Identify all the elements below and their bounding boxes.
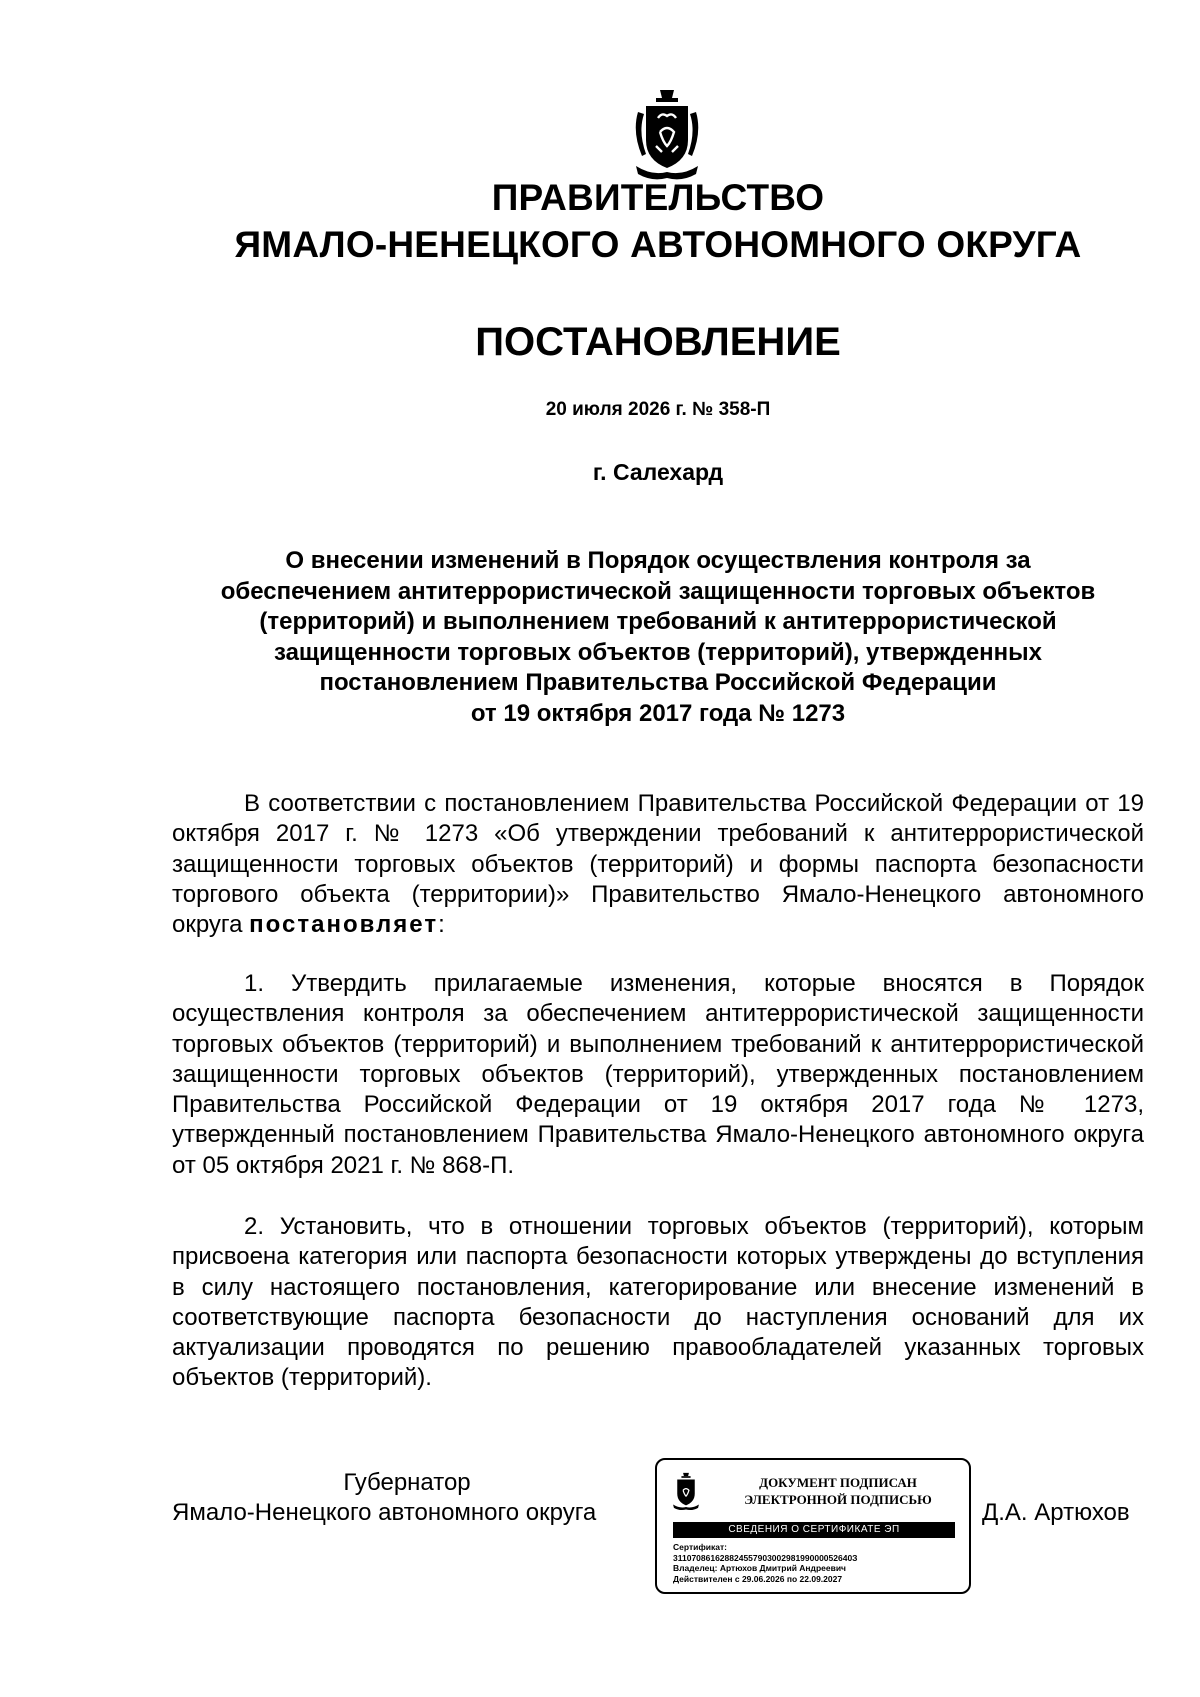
clause-2 (172, 1212, 1144, 1394)
signatory-position (172, 1468, 642, 1528)
stamp-cert-bar: СВЕДЕНИЯ О СЕРТИФИКАТЕ ЭП (673, 1522, 955, 1538)
title-line: защищенности торговых объектов (территорий), утвержденных (273, 638, 1043, 666)
document-type: ПОСТАНОВЛЕНИЕ (475, 320, 841, 364)
stamp-heading (713, 1474, 963, 1508)
title-line: О внесении изменений в Порядок осуществления контроля за (285, 547, 1031, 574)
position-line2: Ямало-Ненецкого автономного округа (172, 1499, 597, 1526)
resolves-word: постановляет (249, 911, 439, 939)
preamble-text: В соответствии с постановлением Правительства Российской Федерации от 19 октября 2017 г. № 1273 «Об утверждении требований к антитеррористической защищенности торговых объектов (территорий) и формы паспорта безопасности торгового объекта (территории)» Правительство Ямало-Ненецкого автономного округа (172, 790, 1144, 939)
city: г. Салехард (592, 459, 724, 485)
cert-owner: Владелец: Артюхов Дмитрий Андреевич (673, 1563, 846, 1573)
stamp-coat-of-arms-icon (671, 1472, 701, 1512)
title-line: (территорий) и выполнением требований к антитеррористической (259, 608, 1057, 635)
preamble-paragraph (172, 789, 1144, 940)
government-name-line1: ПРАВИТЕЛЬСТВО (491, 177, 825, 218)
clause-2-text: 2. Установить, что в отношении торговых объектов (территорий), которым присвоена категория или паспорта безопасности которых утверждены до вступления в силу настоящего постановления, категорирование или внесение изменений в соответствующие паспорта безопасности до наступления оснований для их актуализации проводятся по решению правообладателей указанных торговых объектов (территорий). (172, 1213, 1144, 1392)
preamble-end: : (438, 911, 445, 939)
title-line: от 19 октября 2017 года № 1273 (470, 699, 846, 727)
date-and-number: 20 июля 2026 г. № 358-П (545, 399, 771, 420)
clause-1 (172, 969, 1144, 1181)
position-line1: Губернатор (343, 1469, 471, 1496)
cert-validity: Действителен с 29.06.2026 по 22.09.2027 (673, 1573, 843, 1584)
stamp-heading-line2: ЭЛЕКТРОННОЙ ПОДПИСЬЮ (744, 1492, 932, 1507)
government-name-line2: ЯМАЛО-НЕНЕЦКОГО АВТОНОМНОГО ОКРУГА (234, 224, 1082, 265)
coat-of-arms-icon (632, 88, 702, 184)
document-title (172, 546, 1144, 729)
cert-number: 31107086162882455790300298199000052640З (673, 1552, 858, 1563)
signatory-name: Д.А. Артюхов (982, 1499, 1130, 1526)
title-line: постановлением Правительства Российской Федерации (319, 669, 997, 696)
electronic-signature-stamp (655, 1458, 971, 1594)
clause-1-text: 1. Утвердить прилагаемые изменения, которые вносятся в Порядок осуществления контроля за обеспечением антитеррористической защищенности торговых объектов (территорий) и выполнением требований к антитеррористической защищенности торговых объектов (территорий), утвержденных постановлением Правительства Российской Федерации от 19 октября 2017 года № 1273, утвержденный постановлением Правительства Ямало-Ненецкого автономного округа от 05 октября 2021 г. № 868-П. (172, 970, 1144, 1179)
stamp-cert-info (673, 1542, 858, 1584)
cert-label: Сертификат: (673, 1542, 727, 1552)
stamp-heading-line1: ДОКУМЕНТ ПОДПИСАН (759, 1475, 917, 1490)
title-line: обеспечением антитеррористической защищенности торговых объектов (220, 577, 1096, 605)
